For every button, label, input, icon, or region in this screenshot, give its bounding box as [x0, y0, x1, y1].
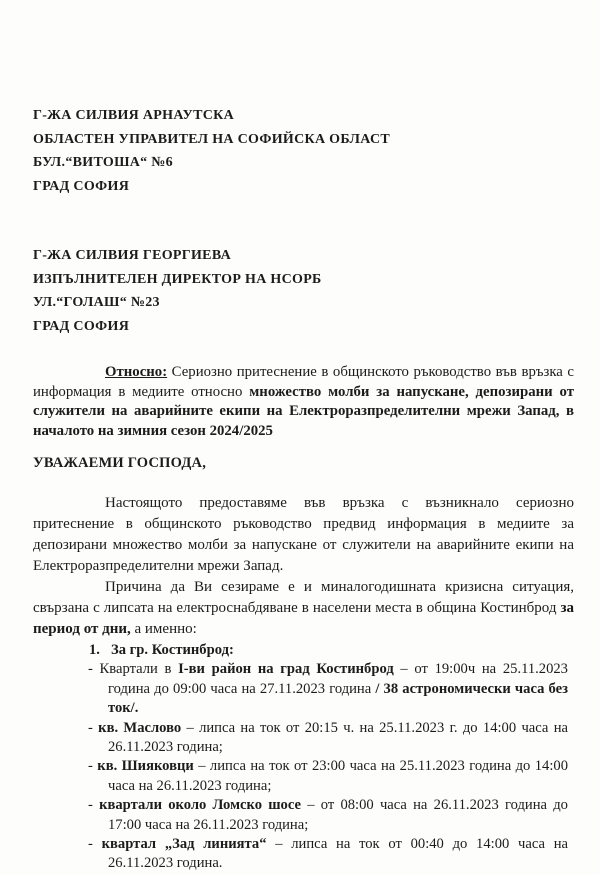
body-paragraph-2: Причина да Ви сезираме е и миналогодишната кризисна ситуация, свързана с липсата на електроснабдяване в населени места в община Костинброд за период от дни, а именно: — [33, 579, 574, 637]
outage-list-item: - квартали около Ломско шосе – от 08:00 часа на 26.11.2023 година до 17:00 часа на 26.11.2023 година; — [88, 797, 568, 833]
recipient-primary-name: Г-ЖА СИЛВИЯ АРНАУТСКА — [33, 108, 235, 123]
letter-body — [33, 493, 574, 640]
subject-paragraph: Относно: Сериозно притеснение в общинското ръководство във връзка с информация в медиите относно множество молби за напускане, депозирани от служители на аварийните екипи на Електроразпределителни мрежи Запад, в началото на зимния сезон 2024/2025 — [33, 364, 574, 439]
outage-list-item: - Квартали в I-ви район на град Костинброд – от 19:00ч на 25.11.2023 година до 09:00 часа на 27.11.2023 година / 38 астрономически часа без ток/. — [88, 661, 568, 717]
recipient-primary-title: ОБЛАСТЕН УПРАВИТЕЛ НА СОФИЙСКА ОБЛАСТ — [33, 131, 391, 147]
recipient-block-primary — [33, 104, 574, 198]
recipient-secondary-street: УЛ.“ГОЛАШ“ №23 — [33, 295, 160, 310]
outage-list-heading — [89, 641, 574, 660]
recipient-primary-street: БУЛ.“ВИТОША“ №6 — [33, 155, 173, 170]
salutation: УВАЖАЕМИ ГОСПОДА, — [33, 455, 207, 471]
outage-list-item: - кв. Маслово – липса на ток от 20:15 ч. на 25.11.2023 г. до 14:00 часа на 26.11.2023 година; — [88, 719, 568, 756]
recipient-secondary-city: ГРАД СОФИЯ — [33, 318, 130, 334]
outage-list-heading-number: 1. — [89, 642, 100, 658]
recipient-secondary-name: Г-ЖА СИЛВИЯ ГЕОРГИЕВА — [33, 248, 231, 263]
body-paragraph-1: Настоящото предоставяме във връзка с възникнало сериозно притеснение в общинското ръководство предвид информация в медиите за депозирани множество молби за напускане от служители на аварийните екипи на Електроразпределителни мрежи Запад. — [33, 495, 574, 574]
outage-list-heading-text: За гр. Костинброд: — [111, 642, 234, 658]
outage-list — [33, 641, 574, 874]
outage-list-item: - квартал „Зад линията“ – липса на ток от 00:40 до 14:00 часа на 26.11.2023 година. — [88, 836, 569, 872]
recipient-secondary-title: ИЗПЪЛНИТЕЛЕН ДИРЕКТОР НА НСОРБ — [33, 271, 322, 287]
recipient-block-secondary — [33, 244, 574, 338]
outage-list-item: - кв. Шияковци – липса на ток от 23:00 часа на 25.11.2023 година до 14:00 часа на 26.11.2023 година; — [88, 758, 568, 794]
recipient-primary-city: ГРАД СОФИЯ — [33, 178, 130, 194]
